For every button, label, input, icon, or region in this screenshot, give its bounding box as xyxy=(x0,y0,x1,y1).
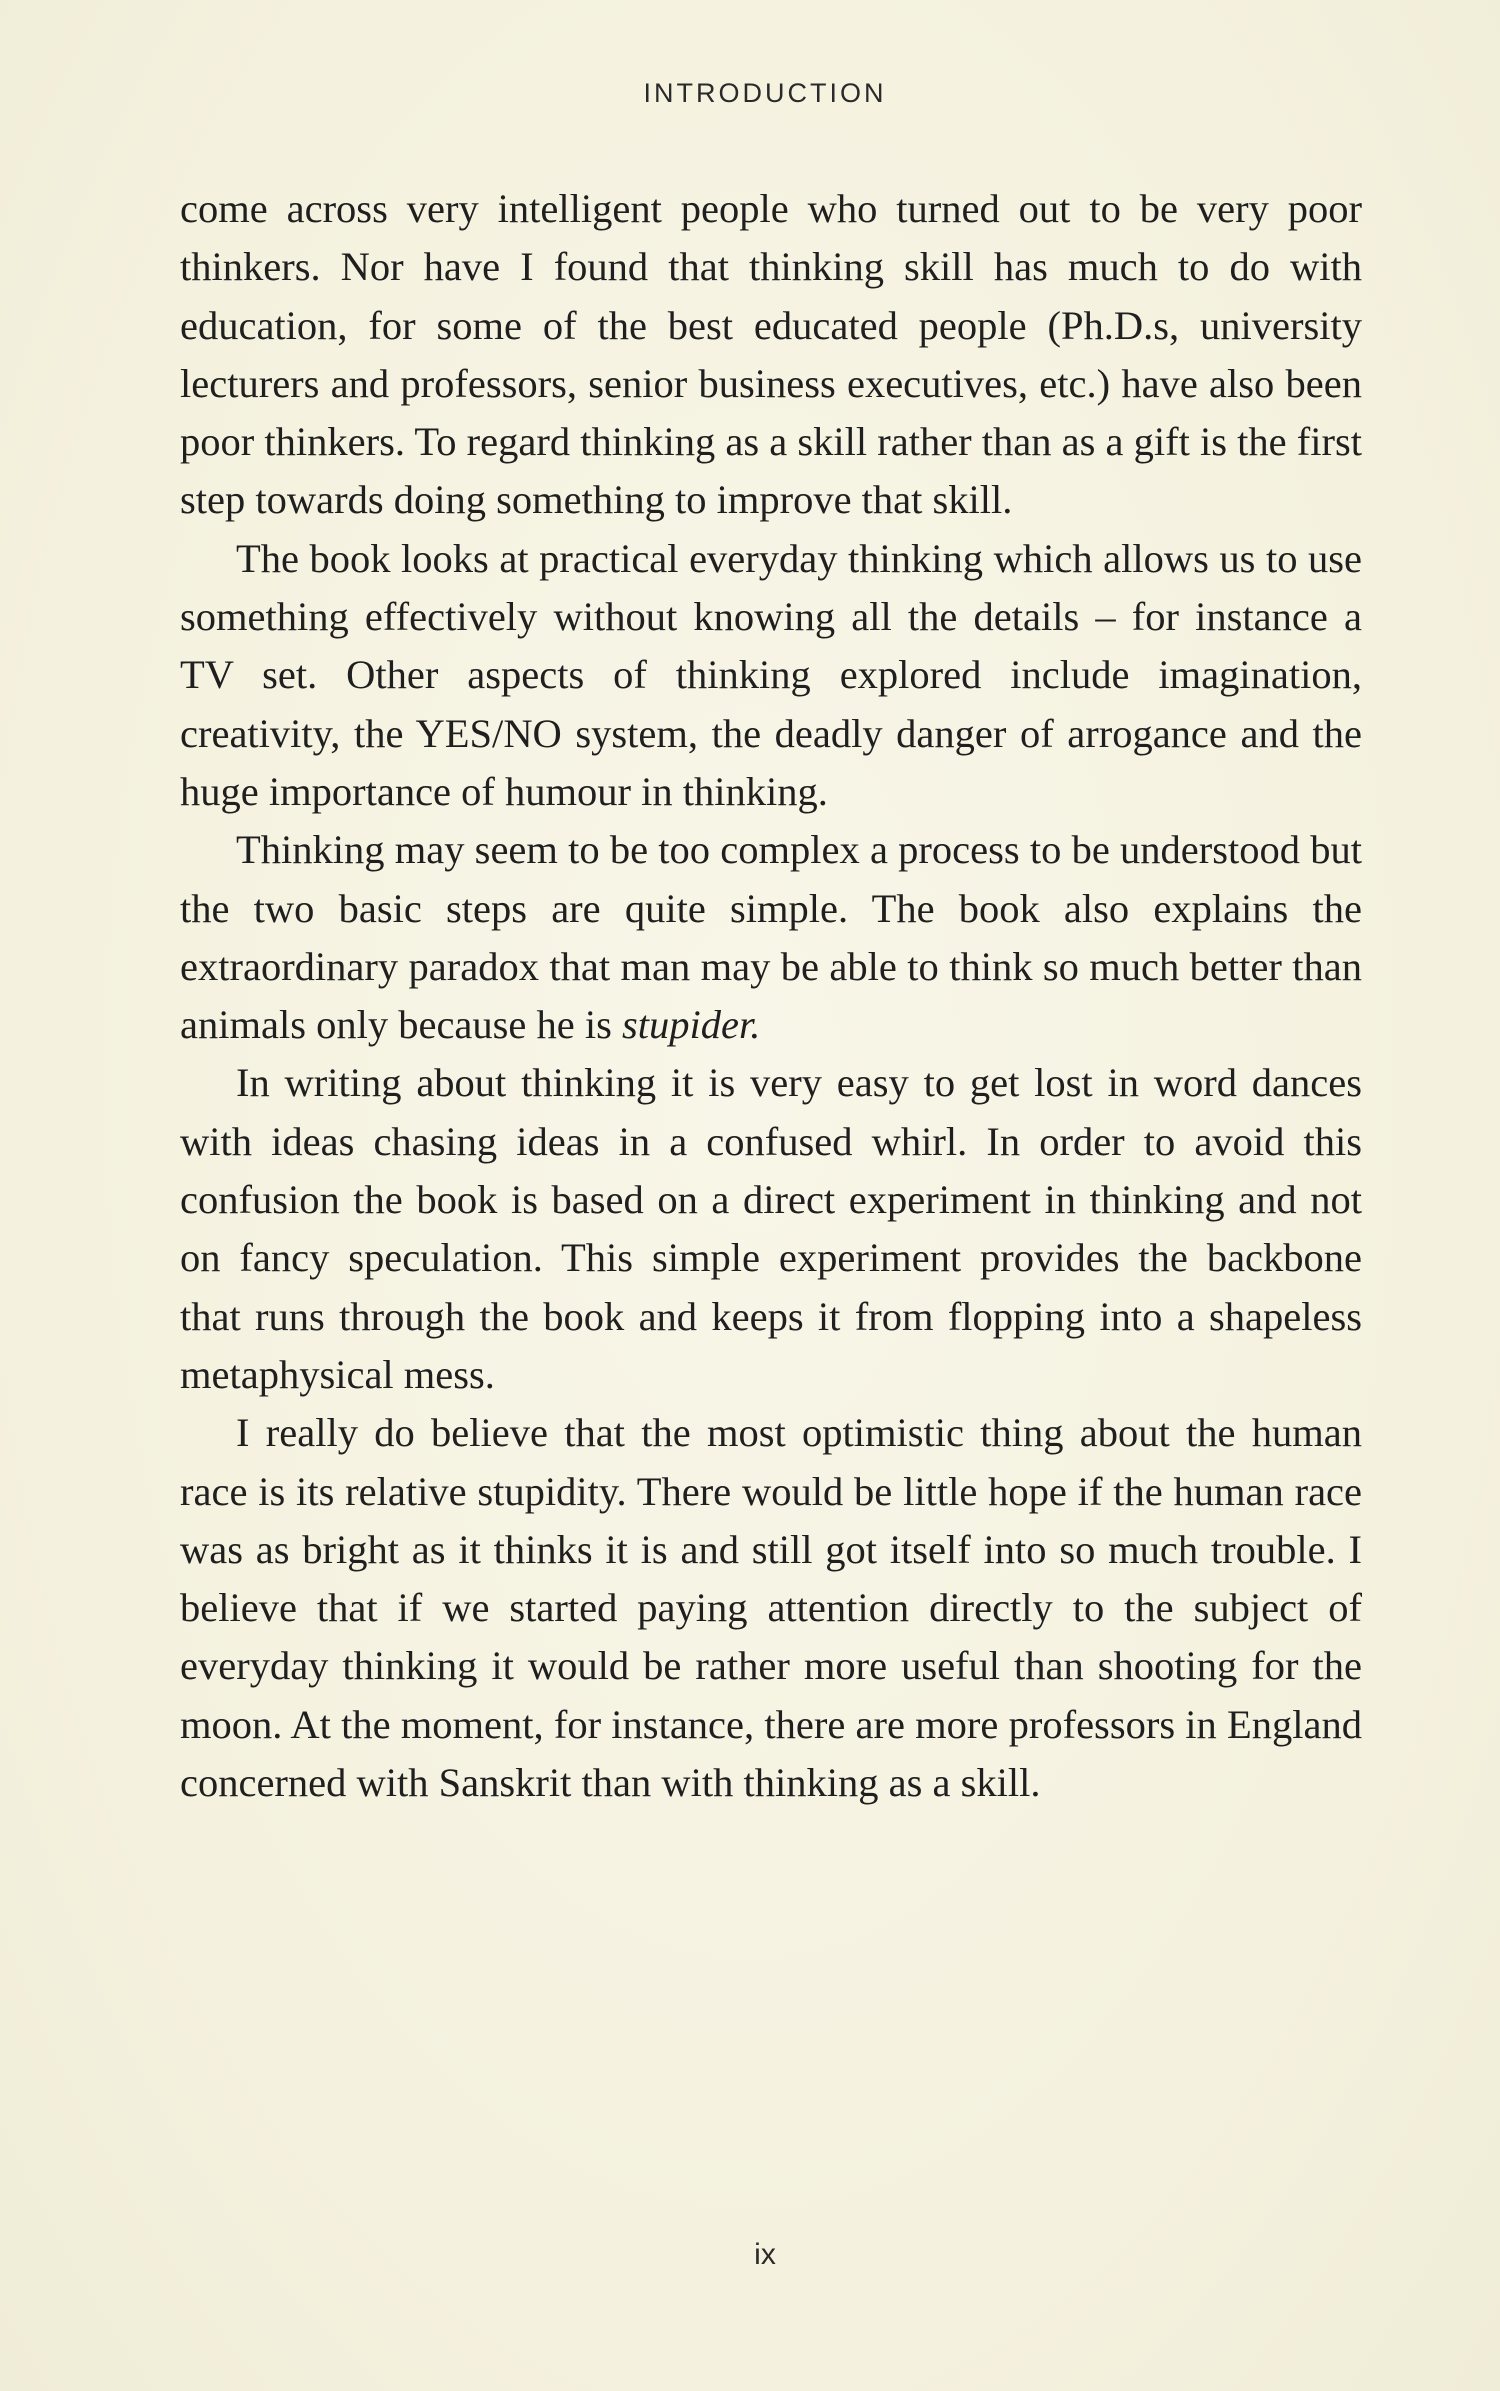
paragraph-4: In writing about thinking it is very easy to get lost in word dances with ideas chasing ideas in a confused whirl. In order to avoid this confusion the book is based on a direct experiment in thinking and not on fancy speculation. This simple experiment provides the backbone that runs through the book and keeps it from flopping into a shapeless metaphysical mess. xyxy=(180,1060,1362,1397)
body-text xyxy=(180,180,1362,1812)
page-number: ix xyxy=(754,2238,776,2271)
paragraph-3-text: Thinking may seem to be too complex a process to be understood but the two basic steps are quite simple. The book also explains the extraordinary paradox that man may be able to think so much better than animals only because he is xyxy=(180,827,1362,1048)
paragraph-3 xyxy=(180,821,1362,1054)
paragraph-2: The book looks at practical everyday thinking which allows us to use something effectively without knowing all the details – for instance a TV set. Other aspects of thinking explored include imagination, creativity, the YES/NO system, the deadly danger of arrogance and the huge importance of humour in thinking. xyxy=(180,535,1362,814)
paragraph-3-emphasis: stupider. xyxy=(622,1002,761,1048)
paragraph-5: I really do believe that the most optimistic thing about the human race is its relative stupidity. There would be little hope if the human race was as bright as it thinks it is and still got itself into so much trouble. I believe that if we started paying attention directly to the subject of everyday thinking it would be rather more useful than shooting for the moon. At the moment, for instance, there are more professors in England concerned with Sanskrit than with thinking as a skill. xyxy=(180,1410,1362,1806)
paragraph-1: come across very intelligent people who turned out to be very poor thinkers. Nor have I found that thinking skill has much to do with education, for some of the best educated people (Ph.D.s, university lecturers and professors, senior business executives, etc.) have also been poor thinkers. To regard thinking as a skill rather than as a gift is the first step towards doing something to improve that skill. xyxy=(180,186,1362,523)
running-head: INTRODUCTION xyxy=(643,78,887,108)
